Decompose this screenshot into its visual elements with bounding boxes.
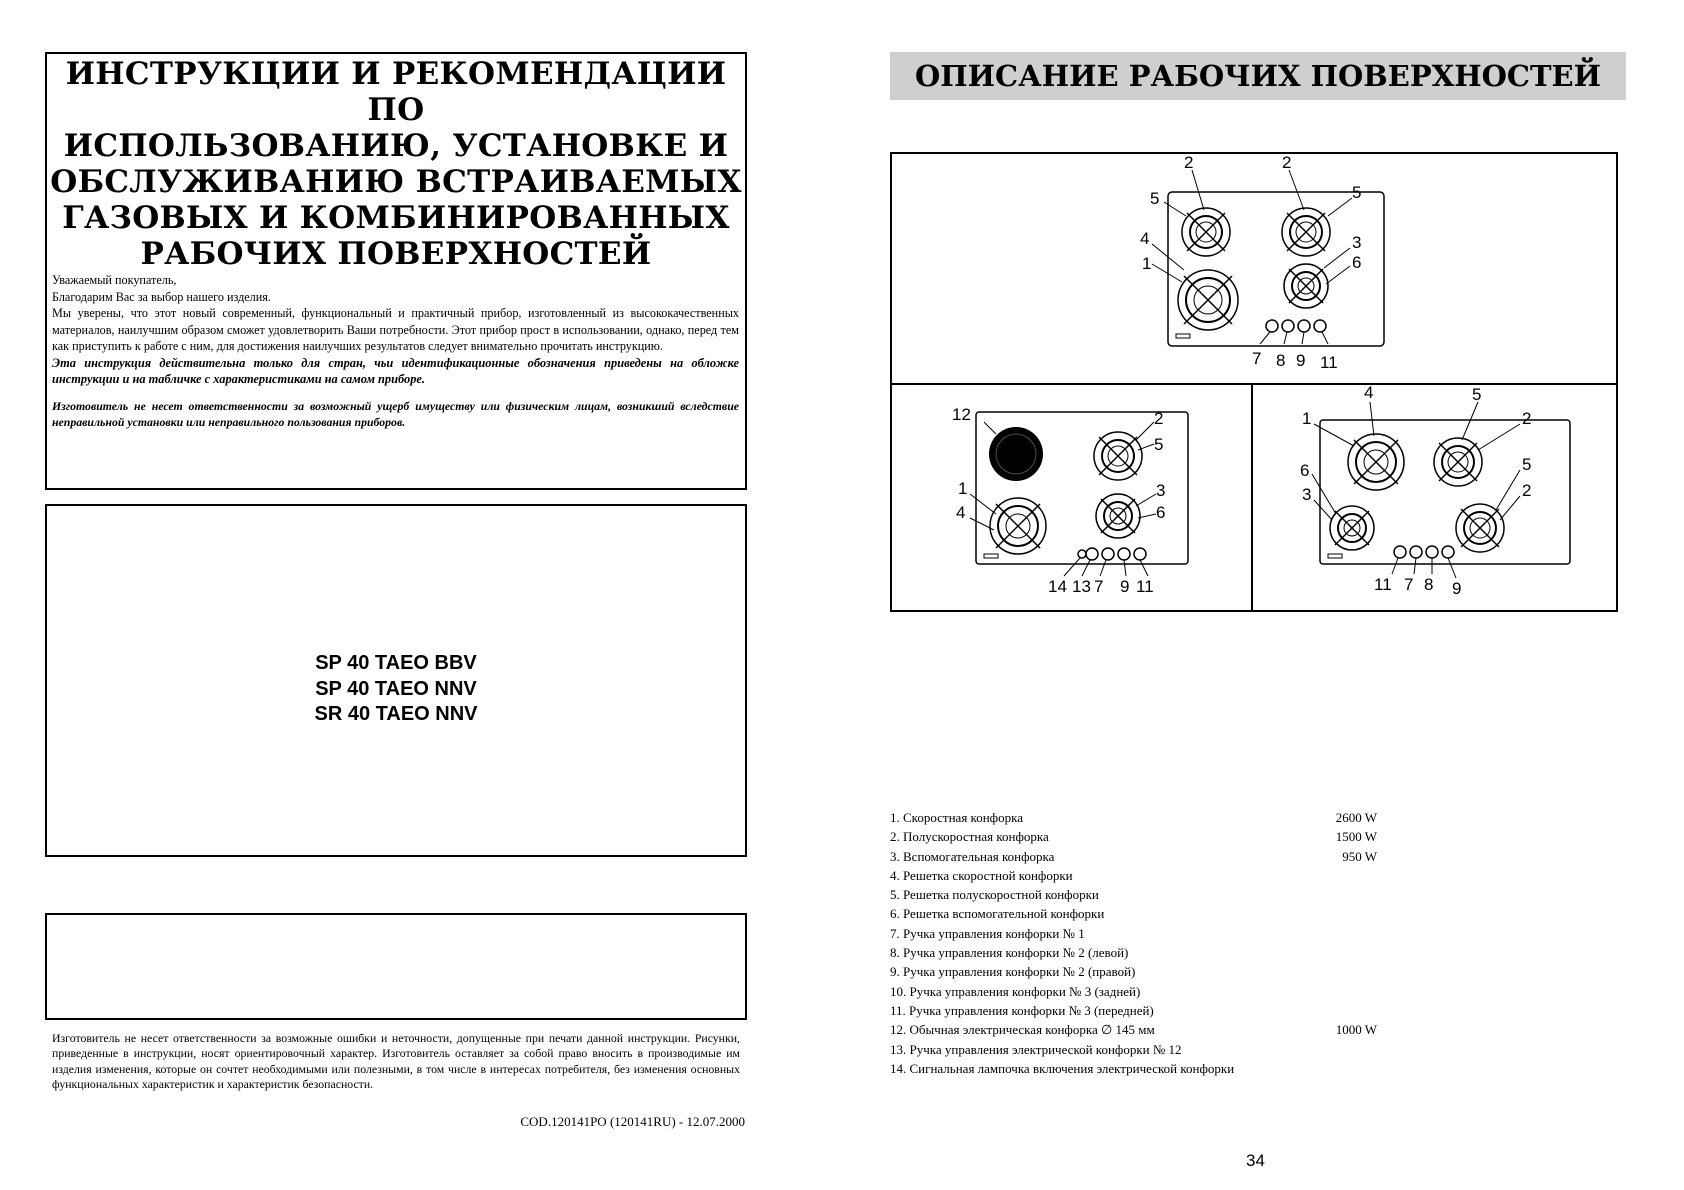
legend-text: 1. Скоростная конфорка	[890, 810, 1023, 825]
control-knob	[1266, 320, 1278, 332]
callout: 2	[1282, 154, 1292, 172]
callout: 2	[1184, 154, 1194, 172]
legend-power: 950 W	[1342, 848, 1377, 864]
callout: 7	[1094, 577, 1104, 596]
callout-labels	[1300, 383, 1531, 598]
model-name: SP 40 TAEO BBV	[315, 652, 477, 674]
legend-power: 1000 W	[1335, 1022, 1377, 1038]
document-title	[47, 56, 745, 272]
legend-text: 7. Ручка управления конфорки № 1	[890, 925, 1085, 941]
models-panel	[45, 504, 747, 857]
legend-item	[890, 866, 1410, 885]
callout: 7	[1252, 349, 1262, 368]
legend-item	[890, 943, 1410, 962]
callout: 11	[1320, 353, 1338, 372]
leader-lines	[1152, 170, 1352, 344]
legend-item	[890, 1040, 1410, 1059]
legend-text: 3. Вспомогательная конфорка	[890, 848, 1055, 864]
electric-plate	[989, 427, 1043, 481]
badge-plate	[984, 554, 998, 558]
signal-lamp	[1078, 550, 1086, 558]
callout: 2	[1522, 481, 1532, 500]
callout: 9	[1452, 579, 1462, 598]
legend-item	[890, 962, 1410, 981]
callout: 11	[1374, 575, 1392, 594]
callout: 3	[1156, 481, 1166, 500]
model-list	[47, 651, 745, 728]
legend-text: 2. Полускоростная конфорка	[890, 829, 1049, 845]
legend-item	[890, 827, 1410, 846]
callout: 9	[1296, 351, 1306, 370]
title-line: ГАЗОВЫХ И КОМБИНИРОВАННЫХ	[62, 200, 730, 236]
callout: 5	[1352, 183, 1362, 202]
parts-legend	[890, 808, 1410, 1078]
burner	[1456, 504, 1504, 552]
control-knob	[1282, 320, 1294, 332]
page-number: 34	[1246, 1151, 1265, 1170]
model-name: SR 40 TAEO NNV	[314, 703, 478, 725]
legend-item	[890, 808, 1410, 827]
intro-text	[52, 272, 739, 431]
legend-item	[890, 1001, 1410, 1020]
greeting: Уважаемый покупатель,	[52, 273, 177, 287]
hob-diagrams	[890, 152, 1618, 612]
control-knob	[1086, 548, 1098, 560]
burner	[1348, 434, 1404, 490]
intro-paragraph: Мы уверены, что этот новый современный, функциональный и практичный прибор, изготовленный из высококачественных материалов, наилучшим образом сможет удовлетворить Ваши потребности. Этот прибор прост в использовании, однако, перед тем как приступить к работе с ним, для достижения наилучших результатов следует внимательно прочитать инструкцию.	[52, 306, 739, 353]
callout: 6	[1300, 461, 1310, 480]
validity-note: Эта инструкция действительна только для стран, чьи идентификационные обозначения приведены на обложке инструкции и на табличке с характеристиками на самом приборе.	[52, 355, 739, 386]
section-title: ОПИСАНИЕ РАБОЧИХ ПОВЕРХНОСТЕЙ	[890, 52, 1626, 100]
callout: 5	[1522, 455, 1532, 474]
title-line: ИСПОЛЬЗОВАНИЮ, УСТАНОВКЕ И	[63, 128, 729, 164]
disclaimer-text: Изготовитель не несет ответственности за возможные ошибки и неточности, допущенные при печати данной инструкции. Рисунки, приведенные в инструкции, носят ориентировочный характер. Изготовитель оставляет за собой право вносить в производимые им изделия изменения, которые он сочтет необходимыми или полезными, в том числе в интересах потребителя, без изменения основных функциональных характеристик и характеристик безопасности.	[52, 1031, 740, 1091]
callout: 1	[1142, 254, 1152, 273]
callout: 8	[1424, 575, 1434, 594]
control-knob	[1426, 546, 1438, 558]
burner	[1434, 438, 1482, 486]
legend-item	[890, 885, 1410, 904]
burner	[1096, 494, 1140, 538]
legend-power: 2600 W	[1335, 810, 1377, 825]
title-line: ИНСТРУКЦИИ И РЕКОМЕНДАЦИИ ПО	[65, 56, 727, 128]
badge-plate	[1328, 554, 1342, 558]
burner	[990, 498, 1046, 554]
burner	[1182, 208, 1230, 256]
legend-text: 6. Решетка вспомогательной конфорки	[890, 906, 1105, 922]
document-code: COD.120141PO (120141RU) - 12.07.2000	[520, 1114, 745, 1129]
callout: 4	[1140, 229, 1150, 248]
callout-labels	[1140, 154, 1361, 372]
legend-power: 1500 W	[1335, 829, 1377, 845]
title-line: ОБСЛУЖИВАНИЮ ВСТРАИВАЕМЫХ	[50, 164, 742, 200]
callout: 4	[956, 503, 966, 522]
hob-diagram-bottom-right	[1300, 383, 1570, 598]
legend-item	[890, 847, 1410, 866]
badge-plate	[1176, 334, 1190, 338]
legend-item	[890, 904, 1410, 923]
callout: 5	[1472, 385, 1482, 404]
callout: 9	[1120, 577, 1130, 596]
hob-diagram-top	[1140, 154, 1384, 372]
thanks-line: Благодарим Вас за выбор нашего изделия.	[52, 289, 271, 304]
legend-text: 12. Обычная электрическая конфорка ∅ 145 мм	[890, 1022, 1155, 1038]
legend-item	[890, 982, 1410, 1001]
burner	[1284, 264, 1328, 308]
control-knob	[1298, 320, 1310, 332]
control-knob	[1394, 546, 1406, 558]
callout: 1	[1302, 409, 1312, 428]
liability-note: Изготовитель не несет ответственности за возможный ущерб имуществу или физическим лицам, возникший вследствие неправильной установки или неправильного пользования приборов.	[52, 398, 739, 429]
control-knob	[1314, 320, 1326, 332]
callout: 7	[1404, 575, 1414, 594]
legend-item	[890, 1059, 1410, 1078]
callout: 13	[1072, 577, 1091, 596]
legend-item	[890, 924, 1410, 943]
leader-lines	[1312, 402, 1520, 578]
legend-text: 14. Сигнальная лампочка включения электрической конфорки	[890, 1060, 1235, 1076]
callout: 1	[958, 479, 968, 498]
title-line: РАБОЧИХ ПОВЕРХНОСТЕЙ	[140, 236, 652, 272]
hob-diagram-bottom-left	[952, 405, 1188, 596]
callout: 3	[1352, 233, 1362, 252]
control-knob	[1410, 546, 1422, 558]
control-knob	[1118, 548, 1130, 560]
legend-text: 8. Ручка управления конфорки № 2 (левой)	[890, 945, 1129, 961]
burner	[1094, 432, 1142, 480]
callout: 5	[1150, 189, 1160, 208]
callout: 3	[1302, 485, 1312, 504]
control-knob	[1102, 548, 1114, 560]
callout: 11	[1136, 577, 1154, 596]
model-name: SP 40 TAEO NNV	[315, 677, 477, 700]
callout: 2	[1154, 409, 1164, 428]
legend-text: 13. Ручка управления электрической конфорки № 12	[890, 1041, 1182, 1057]
callout: 8	[1276, 351, 1286, 370]
burner	[1282, 208, 1330, 256]
burner	[1178, 270, 1238, 330]
legend-text: 11. Ручка управления конфорки № 3 (передней)	[890, 1002, 1154, 1018]
cover-panel	[45, 52, 747, 490]
legend-item	[890, 1020, 1410, 1039]
legend-text: 10. Ручка управления конфорки № 3 (задней)	[890, 983, 1141, 999]
burner-grid	[1178, 208, 1330, 332]
callout: 4	[1364, 383, 1374, 402]
hob-diagrams-svg	[892, 154, 1616, 610]
control-knob	[1442, 546, 1454, 558]
legend-text: 9. Ручка управления конфорки № 2 (правой)	[890, 964, 1136, 980]
legend-text: 5. Решетка полускоростной конфорки	[890, 887, 1099, 903]
callout: 14	[1048, 577, 1067, 596]
callout: 6	[1156, 503, 1166, 522]
callout: 12	[952, 405, 971, 424]
blank-panel	[45, 913, 747, 1020]
burner	[1330, 506, 1374, 550]
callout: 5	[1154, 435, 1164, 454]
callout: 2	[1522, 409, 1532, 428]
callout: 6	[1352, 253, 1362, 272]
legend-text: 4. Решетка скоростной конфорки	[890, 867, 1073, 883]
control-knob	[1134, 548, 1146, 560]
